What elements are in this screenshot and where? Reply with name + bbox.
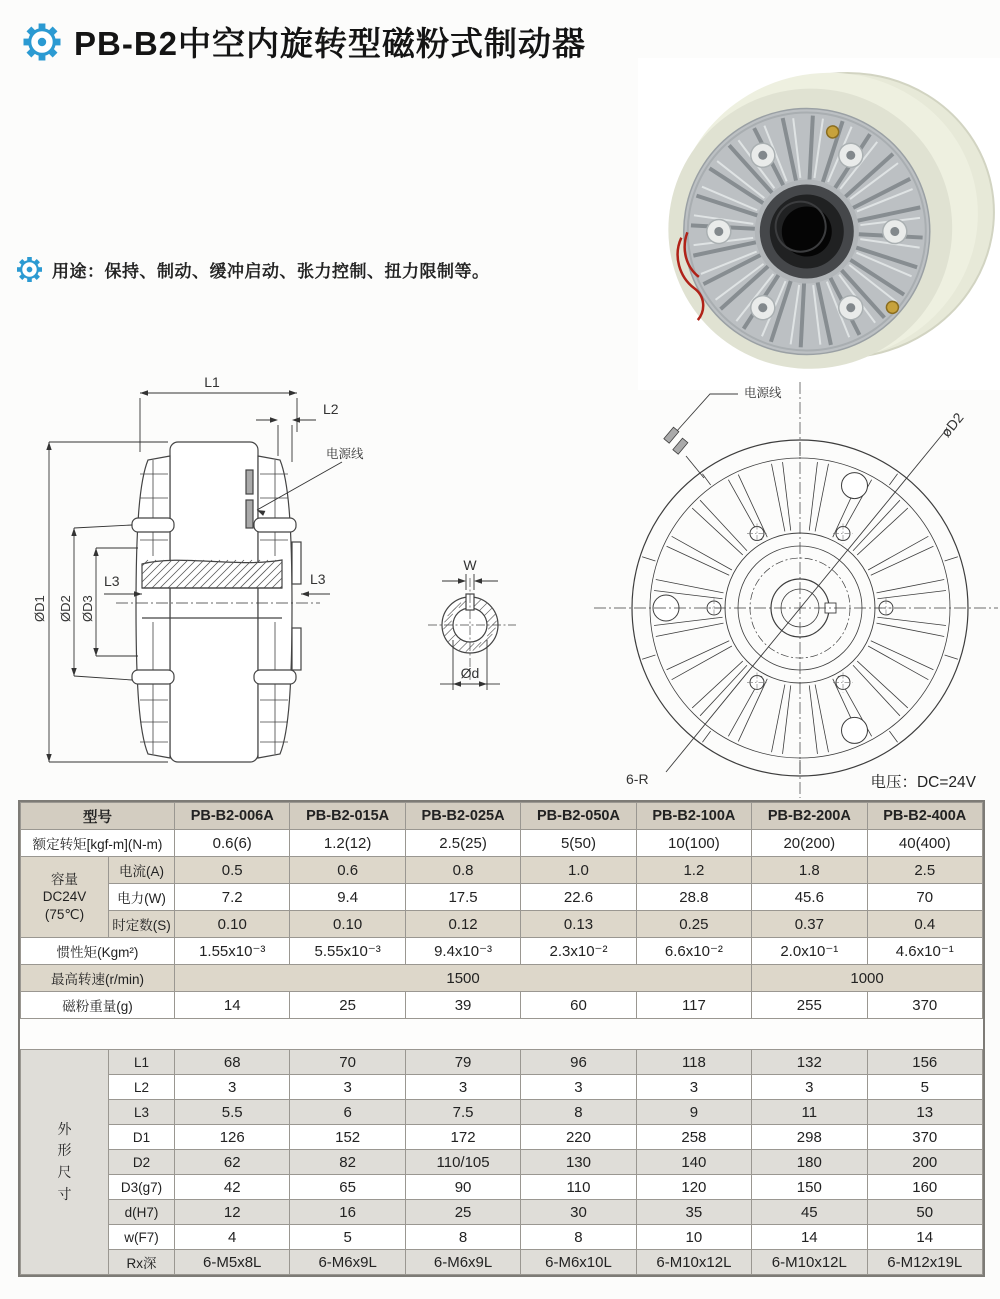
- value-cell: 4.6x10⁻¹: [867, 938, 982, 965]
- spec-table-dimensions: [20, 1049, 983, 1275]
- dim-label-d2: ØD2: [58, 595, 73, 622]
- model-header: PB-B2-100A: [636, 803, 751, 830]
- value-cell: 0.10: [290, 911, 405, 938]
- value-cell: 2.5(25): [405, 830, 520, 857]
- value-cell: 156: [867, 1050, 982, 1075]
- value-cell: 13: [867, 1100, 982, 1125]
- value-cell: 0.8: [405, 857, 520, 884]
- value-cell: 132: [752, 1050, 867, 1075]
- value-cell: 5: [867, 1075, 982, 1100]
- value-cell: 2.3x10⁻²: [521, 938, 636, 965]
- value-cell: 0.4: [867, 911, 982, 938]
- value-cell: 35: [636, 1200, 751, 1225]
- value-cell: 9.4: [290, 884, 405, 911]
- value-cell: 370: [867, 1125, 982, 1150]
- value-cell: 6-M5x8L: [175, 1250, 290, 1275]
- value-cell: 40(400): [867, 830, 982, 857]
- dimensions-label-char: 形: [57, 1142, 72, 1159]
- value-cell: 68: [175, 1050, 290, 1075]
- value-cell: 96: [521, 1050, 636, 1075]
- page-header: [22, 18, 586, 65]
- value-cell: 70: [290, 1050, 405, 1075]
- value-cell: 3: [521, 1075, 636, 1100]
- row-label-dim: L2: [109, 1075, 175, 1100]
- value-cell: 10(100): [636, 830, 751, 857]
- value-cell: 110: [521, 1175, 636, 1200]
- value-cell: 3: [752, 1075, 867, 1100]
- row-label-powder: 磁粉重量(g): [21, 992, 175, 1019]
- value-cell: 0.10: [175, 911, 290, 938]
- value-cell: 8: [521, 1225, 636, 1250]
- value-cell: 6.6x10⁻²: [636, 938, 751, 965]
- value-cell: 5(50): [521, 830, 636, 857]
- page-title: PB-B2中空内旋转型磁粉式制动器: [74, 25, 587, 62]
- value-cell: 90: [405, 1175, 520, 1200]
- brake-photo-illustration: [638, 58, 1000, 390]
- value-cell: 45.6: [752, 884, 867, 911]
- value-cell: 12: [175, 1200, 290, 1225]
- value-cell: 65: [290, 1175, 405, 1200]
- dim-label-d2-front: øD2: [937, 409, 967, 441]
- speed-value: 1500: [175, 965, 752, 992]
- value-cell: 39: [405, 992, 520, 1019]
- model-header: PB-B2-006A: [175, 803, 290, 830]
- value-cell: 200: [867, 1150, 982, 1175]
- value-cell: 4: [175, 1225, 290, 1250]
- value-cell: 6-M6x9L: [290, 1250, 405, 1275]
- value-cell: 45: [752, 1200, 867, 1225]
- product-photo: [638, 58, 1000, 390]
- value-cell: 6-M10x12L: [752, 1250, 867, 1275]
- value-cell: 3: [175, 1075, 290, 1100]
- value-cell: 14: [175, 992, 290, 1019]
- value-cell: 0.6(6): [175, 830, 290, 857]
- value-cell: 6-M12x19L: [867, 1250, 982, 1275]
- value-cell: 9: [636, 1100, 751, 1125]
- value-cell: 0.37: [752, 911, 867, 938]
- table-section-gap: [20, 1019, 983, 1049]
- row-label-dim: D2: [109, 1150, 175, 1175]
- value-cell: 16: [290, 1200, 405, 1225]
- value-cell: 152: [290, 1125, 405, 1150]
- row-label-maxspeed: 最高转速(r/min): [21, 965, 175, 992]
- value-cell: 10: [636, 1225, 751, 1250]
- value-cell: 60: [521, 992, 636, 1019]
- model-header: PB-B2-200A: [752, 803, 867, 830]
- value-cell: 150: [752, 1175, 867, 1200]
- value-cell: 17.5: [405, 884, 520, 911]
- row-label-dim: w(F7): [109, 1225, 175, 1250]
- value-cell: 70: [867, 884, 982, 911]
- usage-text: 用途：保持、制动、缓冲启动、张力控制、扭力限制等。: [52, 262, 490, 281]
- value-cell: 130: [521, 1150, 636, 1175]
- value-cell: 62: [175, 1150, 290, 1175]
- capacity-label-line: 容量: [51, 871, 78, 887]
- value-cell: 3: [405, 1075, 520, 1100]
- speed-value: 1000: [752, 965, 983, 992]
- power-cable-label: 电源线: [744, 386, 782, 400]
- power-cable-label: 电源线: [326, 447, 364, 461]
- model-header: PB-B2-050A: [521, 803, 636, 830]
- dim-label-d3: ØD3: [80, 595, 95, 622]
- value-cell: 140: [636, 1150, 751, 1175]
- dimensions-label-char: 外: [57, 1120, 72, 1137]
- dim-label-l2: L2: [323, 401, 339, 417]
- row-label-dim: L3: [109, 1100, 175, 1125]
- value-cell: 370: [867, 992, 982, 1019]
- dim-label-l3-right: L3: [310, 571, 326, 587]
- capacity-label-line: DC24V: [42, 889, 87, 905]
- value-cell: 50: [867, 1200, 982, 1225]
- row-label-dim: D3(g7): [109, 1175, 175, 1200]
- row-label-dim: D1: [109, 1125, 175, 1150]
- value-cell: 160: [867, 1175, 982, 1200]
- value-cell: 28.8: [636, 884, 751, 911]
- corner-header-model: 型号: [21, 803, 175, 830]
- value-cell: 6: [290, 1100, 405, 1125]
- value-cell: 220: [521, 1125, 636, 1150]
- value-cell: 14: [752, 1225, 867, 1250]
- value-cell: 42: [175, 1175, 290, 1200]
- value-cell: 6-M10x12L: [636, 1250, 751, 1275]
- value-cell: 298: [752, 1125, 867, 1150]
- value-cell: 117: [636, 992, 751, 1019]
- value-cell: 6-M6x10L: [521, 1250, 636, 1275]
- capacity-label-line: (75℃): [44, 906, 85, 922]
- row-label-power: 电力(W): [109, 884, 175, 911]
- value-cell: 118: [636, 1050, 751, 1075]
- value-cell: 82: [290, 1150, 405, 1175]
- dim-label-w: W: [463, 557, 477, 573]
- value-cell: 172: [405, 1125, 520, 1150]
- value-cell: 2.5: [867, 857, 982, 884]
- value-cell: 11: [752, 1100, 867, 1125]
- row-group-capacity: [21, 857, 109, 938]
- value-cell: 1.0: [521, 857, 636, 884]
- row-label-current: 电流(A): [109, 857, 175, 884]
- dimensions-label-char: 尺: [57, 1164, 72, 1180]
- value-cell: 0.5: [175, 857, 290, 884]
- model-header: PB-B2-400A: [867, 803, 982, 830]
- value-cell: 30: [521, 1200, 636, 1225]
- value-cell: 0.6: [290, 857, 405, 884]
- value-cell: 1.8: [752, 857, 867, 884]
- model-header: PB-B2-025A: [405, 803, 520, 830]
- bore-view-drawing: [420, 548, 550, 708]
- value-cell: 6-M6x9L: [405, 1250, 520, 1275]
- dim-label-d-small: Ød: [460, 665, 480, 681]
- value-cell: 120: [636, 1175, 751, 1200]
- value-cell: 258: [636, 1125, 751, 1150]
- value-cell: 5: [290, 1225, 405, 1250]
- value-cell: 126: [175, 1125, 290, 1150]
- value-cell: 22.6: [521, 884, 636, 911]
- value-cell: 5.5: [175, 1100, 290, 1125]
- voltage-note: 电压：DC=24V: [870, 774, 976, 791]
- value-cell: 2.0x10⁻¹: [752, 938, 867, 965]
- value-cell: 7.5: [405, 1100, 520, 1125]
- row-label-dim: Rx深: [109, 1250, 175, 1275]
- value-cell: 3: [636, 1075, 751, 1100]
- value-cell: 3: [290, 1075, 405, 1100]
- value-cell: 8: [521, 1100, 636, 1125]
- row-label-inertia: 惯性矩(Kgm²): [21, 938, 175, 965]
- spec-table: [18, 800, 985, 1277]
- dim-label-l3-left: L3: [104, 573, 120, 589]
- value-cell: 255: [752, 992, 867, 1019]
- side-view-drawing: [20, 370, 380, 800]
- value-cell: 5.55x10⁻³: [290, 938, 405, 965]
- value-cell: 25: [290, 992, 405, 1019]
- row-label-torque: 额定转矩[kgf-m](N-m): [21, 830, 175, 857]
- value-cell: 1.55x10⁻³: [175, 938, 290, 965]
- value-cell: 0.13: [521, 911, 636, 938]
- gear-icon: [22, 22, 62, 62]
- value-cell: 0.25: [636, 911, 751, 938]
- gear-icon: [16, 256, 43, 283]
- dim-label-6r: 6-R: [626, 771, 649, 787]
- value-cell: 8: [405, 1225, 520, 1250]
- spec-table-performance: [20, 802, 983, 1019]
- value-cell: 1.2: [636, 857, 751, 884]
- dimensions-label-char: 寸: [57, 1185, 72, 1202]
- value-cell: 7.2: [175, 884, 290, 911]
- dim-label-l1: L1: [204, 374, 220, 390]
- model-header: PB-B2-015A: [290, 803, 405, 830]
- value-cell: 20(200): [752, 830, 867, 857]
- value-cell: 25: [405, 1200, 520, 1225]
- value-cell: 180: [752, 1150, 867, 1175]
- front-view-drawing: [578, 368, 1000, 800]
- dim-label-d1: ØD1: [32, 595, 47, 622]
- value-cell: 14: [867, 1225, 982, 1250]
- value-cell: 9.4x10⁻³: [405, 938, 520, 965]
- value-cell: 110/105: [405, 1150, 520, 1175]
- row-label-dim: L1: [109, 1050, 175, 1075]
- value-cell: 79: [405, 1050, 520, 1075]
- value-cell: 1.2(12): [290, 830, 405, 857]
- usage-row: [16, 256, 490, 283]
- row-group-dimensions: [21, 1050, 109, 1275]
- value-cell: 0.12: [405, 911, 520, 938]
- row-label-timeconstant: 时定数(S): [109, 911, 175, 938]
- row-label-dim: d(H7): [109, 1200, 175, 1225]
